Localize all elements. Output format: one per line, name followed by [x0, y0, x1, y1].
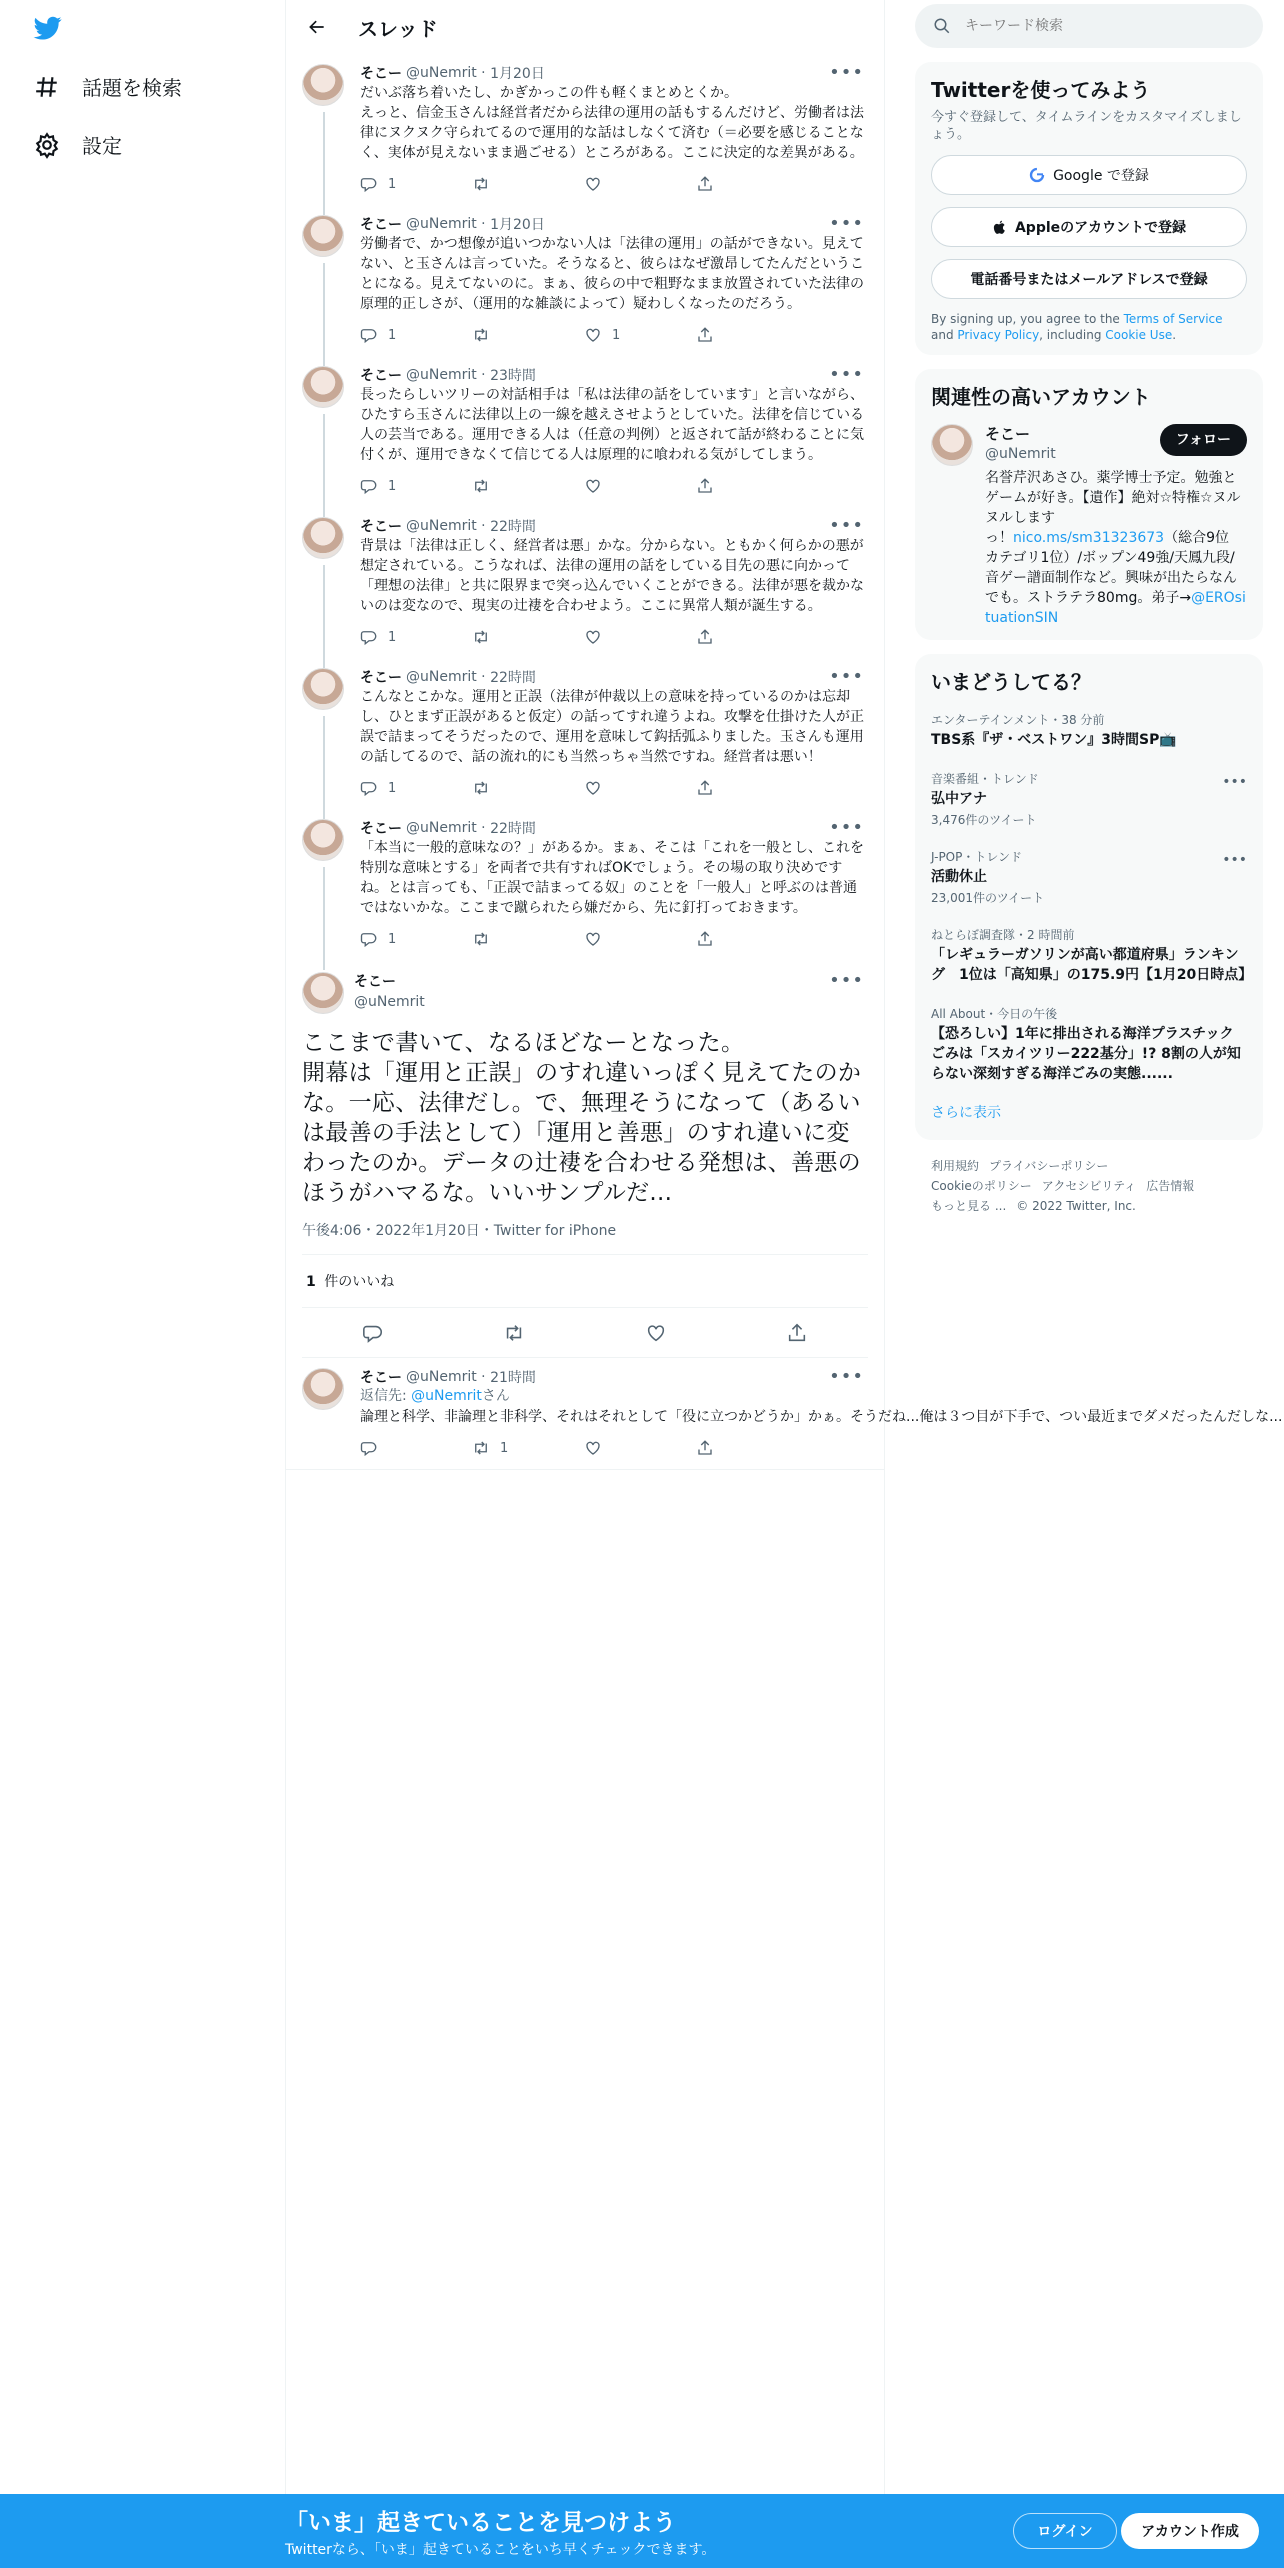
reply-prefix: 返信先: — [360, 1388, 412, 1404]
signup-button[interactable]: アカウント作成 — [1121, 2513, 1259, 2549]
reply-action[interactable] — [360, 628, 472, 646]
reply-suffix: さん — [481, 1388, 510, 1404]
likes-summary[interactable] — [302, 1255, 868, 1308]
author-name[interactable]: そこー — [360, 821, 402, 837]
signup-card — [915, 62, 1263, 355]
share-icon — [696, 628, 714, 646]
apple-signup-button[interactable] — [931, 207, 1247, 247]
login-button[interactable]: ログイン — [1013, 2513, 1117, 2549]
trend-item[interactable] — [931, 838, 1247, 916]
reply-count: 1 — [388, 780, 397, 796]
retweet-action[interactable] — [472, 930, 584, 948]
thread-tweet[interactable] — [286, 507, 884, 658]
trends-card — [915, 654, 1263, 1140]
reply-icon — [360, 1439, 378, 1457]
avatar[interactable] — [302, 366, 344, 408]
google-signup-label: Google で登録 — [1053, 168, 1149, 184]
reply-tweet[interactable] — [286, 1358, 1283, 1470]
signup-card-title: Twitterを使ってみよう — [931, 78, 1151, 102]
share-icon — [696, 326, 714, 344]
author-handle[interactable]: @uNemrit — [354, 994, 425, 1010]
retweet-action[interactable] — [472, 1439, 584, 1457]
reply-icon — [360, 930, 378, 948]
share-icon — [696, 1439, 714, 1457]
retweet-icon — [472, 930, 490, 948]
tweet-text: 「本当に一般的意味なの？」があるか。まぁ、そこは「これを一般とし、これを特別な意味とする」を両者で共有すればOKでしょう。その場の取り決めですね。とは言っても、「正誤で詰まってる奴」のことを「一般人」と呼ぶのは普通ではないかな。ここまで蹴られたら嫌だから、先に釘打っておきます。 — [360, 840, 864, 916]
retweet-icon — [472, 628, 490, 646]
reply-count: 1 — [388, 931, 397, 947]
trend-title: 「レギュラーガソリンが高い都道府県」ランキング 1位は「高知県」の175.9円【1月20日時点】 — [931, 947, 1253, 983]
nav-settings[interactable] — [34, 130, 122, 159]
heart-icon — [584, 175, 602, 193]
tweet-meta — [360, 517, 868, 535]
retweet-count: 1 — [500, 1440, 509, 1456]
google-signup-button[interactable] — [931, 155, 1247, 195]
retweet-icon — [472, 477, 490, 495]
author-handle[interactable]: @uNemrit — [406, 216, 477, 232]
meta-separator: · — [476, 216, 491, 232]
trend-title: 活動休止 — [931, 869, 987, 885]
trend-category: ねとらぼ調査隊・2 時間前 — [931, 928, 1075, 942]
tweet-actions — [360, 767, 868, 809]
related-handle[interactable]: @uNemrit — [985, 446, 1056, 462]
footer-link[interactable]: © 2022 Twitter, Inc. — [1016, 1199, 1136, 1213]
like-action[interactable] — [584, 326, 696, 344]
retweet-action[interactable] — [472, 779, 584, 797]
heart-icon — [584, 779, 602, 797]
footer-link[interactable]: 利用規約 — [931, 1159, 980, 1173]
trend-title: TBS系『ザ・ベストワン』3時間SP📺 — [931, 732, 1177, 748]
right-sidebar — [915, 0, 1263, 1216]
search-box[interactable] — [915, 4, 1263, 48]
signup-banner — [0, 2494, 1284, 2568]
trend-category: 音楽番組・トレンド — [931, 772, 1039, 786]
tweet-time[interactable]: 22時間 — [490, 821, 536, 837]
retweet-icon — [472, 779, 490, 797]
avatar[interactable] — [302, 668, 344, 710]
share-action[interactable] — [696, 326, 808, 344]
author-name[interactable]: そこー — [360, 217, 402, 233]
tweet-meta — [360, 64, 868, 82]
share-action[interactable] — [696, 477, 808, 495]
meta-separator: · — [476, 518, 491, 534]
footer-links — [915, 1156, 1263, 1216]
reply-icon — [360, 477, 378, 495]
share-icon[interactable] — [786, 1322, 808, 1344]
bio-mention-link[interactable]: @EROsituationSIN — [985, 590, 1246, 626]
likes-label: 件のいいね — [324, 1274, 395, 1290]
meta-separator: · — [476, 367, 491, 383]
like-action[interactable] — [584, 175, 696, 193]
like-action[interactable] — [584, 930, 696, 948]
more-options-icon[interactable]: ••• — [829, 515, 864, 536]
terms-link[interactable]: Terms of Service — [1123, 312, 1223, 326]
thread-connector — [323, 565, 325, 668]
author-name[interactable]: そこー — [360, 519, 402, 535]
reply-action[interactable] — [360, 326, 472, 344]
tweet-meta — [360, 215, 868, 233]
gear-icon — [34, 132, 60, 158]
trend-item[interactable] — [931, 701, 1247, 760]
tweet-actions — [360, 314, 868, 356]
heart-icon[interactable] — [645, 1322, 667, 1344]
tweet-actions — [360, 1427, 868, 1469]
terms-text: By signing up, you agree to the — [931, 312, 1124, 326]
trend-category: All About・今日の午後 — [931, 1007, 1058, 1021]
nav-settings-label: 設定 — [82, 134, 122, 158]
tweet-time[interactable]: 1月20日 — [490, 217, 545, 233]
tweet-actions — [360, 163, 868, 205]
thread-tweet[interactable] — [286, 54, 884, 205]
author-handle[interactable]: @uNemrit — [406, 65, 477, 81]
thread-header — [286, 0, 884, 54]
focused-tweet — [286, 960, 884, 1358]
back-button[interactable] — [302, 12, 332, 42]
tweet-actions — [360, 616, 868, 658]
trend-category: エンターテインメント・38 分前 — [931, 713, 1105, 727]
more-options-icon[interactable]: ••• — [829, 817, 864, 838]
trend-count: 3,476件のツイート — [931, 813, 1037, 827]
tweet-actions — [360, 465, 868, 507]
more-options-icon[interactable]: ••• — [829, 970, 864, 991]
more-options-icon[interactable]: ••• — [829, 364, 864, 385]
terms-text: , including — [1039, 328, 1106, 342]
thread-connector — [323, 867, 325, 970]
related-bio — [985, 468, 1247, 628]
cookie-link[interactable]: Cookie Use — [1105, 328, 1173, 342]
reply-action[interactable] — [360, 175, 472, 193]
more-options-icon[interactable]: ••• — [1222, 774, 1247, 790]
apple-icon — [992, 219, 1007, 235]
page-title: スレッド — [358, 16, 438, 41]
phone-signup-label: 電話番号またはメールアドレスで登録 — [970, 272, 1208, 288]
share-icon — [696, 175, 714, 193]
focused-tweet-actions — [302, 1308, 868, 1358]
retweet-action[interactable] — [472, 628, 584, 646]
trend-item[interactable] — [931, 916, 1253, 995]
meta-separator: · — [476, 820, 491, 836]
google-icon — [1029, 167, 1045, 183]
like-action[interactable] — [584, 628, 696, 646]
related-account-info — [985, 424, 1247, 628]
like-action[interactable] — [584, 779, 696, 797]
trend-title: 【恐ろしい】1年に排出される海洋プラスチックごみは「スカイツリー222基分」!? 8割の人が知らない深刻すぎる海洋ごみの実態...... — [931, 1026, 1241, 1082]
reply-action[interactable] — [360, 477, 472, 495]
author-name[interactable]: そこー — [360, 1370, 402, 1386]
thread-tweet[interactable] — [286, 809, 884, 960]
retweet-action[interactable] — [472, 477, 584, 495]
banner-title: 「いま」起きていることを見つけよう — [285, 2510, 676, 2536]
tweet-timestamp[interactable]: 午後4:06・2022年1月20日・Twitter for iPhone — [302, 1220, 868, 1255]
signup-card-subtitle: 今すぐ登録して、タイムラインをカスタマイズしましょう。 — [931, 110, 1242, 142]
related-name[interactable]: そこー — [985, 425, 1031, 443]
trends-title: いまどうしてる？ — [931, 670, 1091, 694]
nav-explore[interactable] — [34, 72, 182, 101]
heart-icon — [584, 1439, 602, 1457]
footer-link[interactable]: 広告情報 — [1146, 1179, 1195, 1193]
trend-item[interactable] — [931, 760, 1247, 838]
privacy-link[interactable]: Privacy Policy — [957, 328, 1040, 342]
tweet-text: 背景は「法律は正しく、経営者は悪」かな。分からない。ともかく何らかの悪が想定されている。こうなれば、法律の運用の話をしている目先の悪に向かって「理想の法律」と共に限界まで突っ込んでいくことができる。法律が悪を裁かないのは変なので、現実の辻褄を合わせよう。ここに異常人類が誕生する。 — [360, 538, 864, 614]
reply-icon — [360, 628, 378, 646]
heart-icon — [584, 326, 602, 344]
author-handle[interactable]: @uNemrit — [406, 518, 477, 534]
share-action[interactable] — [696, 175, 808, 193]
author-name[interactable]: そこー — [360, 66, 402, 82]
heart-icon — [584, 477, 602, 495]
tweet-text: 労働者で、かつ想像が追いつかない人は「法律の運用」の話ができない。見えてない、と玉さんは言っていた。そうなると、彼らはなぜ激昂してたんだということになる。見えてないのに。まぁ、彼らの中で粗野なまま放置されていた法律の原理的正しさが、（運用的な雑談によって）疑わしくなったのだろう。 — [360, 236, 864, 312]
phone-signup-button[interactable] — [931, 259, 1247, 299]
apple-signup-label: Appleのアカウントで登録 — [1014, 220, 1187, 236]
trend-title: 弘中アナ — [931, 791, 987, 807]
left-navigation — [0, 0, 285, 2568]
tweet-text: だいぶ落ち着いたし、かぎかっこの件も軽くまとめとくか。 えっと、信金玉さんは経営者だから法律の運用の話もするんだけど、労働者は法律にヌクヌク守られてるので運用的な話はしなくて済む（＝必要を感じることなく、実体が見えないまま過ごせる）ところがある。ここに決定的な差異がある。 — [360, 85, 864, 161]
tweet-time[interactable]: 1月20日 — [490, 66, 545, 82]
tweet-time[interactable]: 22時間 — [490, 519, 536, 535]
terms-text: and — [931, 328, 958, 342]
reply-action[interactable] — [360, 1439, 472, 1457]
twitter-logo-icon[interactable] — [32, 14, 64, 42]
author-name[interactable]: そこー — [360, 670, 402, 686]
tweet-time[interactable]: 22時間 — [490, 670, 536, 686]
focused-tweet-text: ここまで書いて、なるほどなーとなった。 開幕は「運用と正誤」のすれ違いっぽく見えてたのかな。一応、法律だし。で、無理そうになって（あるいは最善の手法として）「運用と善悪」のすれ違いに変わったのか。データの辻褄を合わせる発想は、善悪のほうがハマるな。いいサンプルだ... — [302, 1030, 862, 1206]
search-icon — [933, 17, 951, 35]
banner-text — [285, 2504, 715, 2559]
footer-link[interactable]: プライバシーポリシー — [989, 1159, 1109, 1173]
trend-item[interactable] — [931, 995, 1247, 1094]
avatar[interactable] — [931, 424, 973, 466]
reply-handle-link[interactable]: @uNemrit — [411, 1388, 482, 1404]
retweet-icon — [472, 175, 490, 193]
follow-button[interactable]: フォロー — [1160, 424, 1247, 456]
hashtag-icon — [34, 74, 60, 100]
tweet-actions — [360, 918, 868, 960]
meta-separator: · — [476, 1369, 491, 1385]
trend-list — [931, 701, 1253, 1094]
author-handle[interactable]: @uNemrit — [406, 1369, 477, 1385]
author-name[interactable]: そこー — [354, 974, 396, 990]
share-action[interactable] — [696, 628, 808, 646]
thread-connector — [323, 414, 325, 517]
share-action[interactable] — [696, 1439, 808, 1457]
tweet-meta — [360, 819, 868, 837]
related-title: 関連性の高いアカウント — [931, 385, 1151, 409]
meta-separator: · — [476, 669, 491, 685]
more-options-icon[interactable]: ••• — [829, 666, 864, 687]
trend-category: J-POP・トレンド — [931, 850, 1023, 864]
avatar[interactable] — [302, 64, 344, 106]
meta-separator: · — [476, 65, 491, 81]
retweet-icon — [472, 1439, 490, 1457]
share-icon — [696, 779, 714, 797]
nav-explore-label: 話題を検索 — [82, 76, 182, 100]
author-handle[interactable]: @uNemrit — [406, 669, 477, 685]
bio-link[interactable]: nico.ms/sm31323673 — [1013, 530, 1165, 546]
thread-tweet[interactable] — [286, 205, 884, 356]
share-icon — [696, 477, 714, 495]
like-action[interactable] — [584, 477, 696, 495]
retweet-action[interactable] — [472, 326, 584, 344]
author-handle[interactable]: @uNemrit — [406, 367, 477, 383]
share-action[interactable] — [696, 779, 808, 797]
related-accounts-card — [915, 369, 1263, 640]
tweet-meta — [360, 366, 868, 384]
related-account[interactable] — [931, 424, 1247, 628]
bio-text: 名誉芹沢あさひ。薬学博士予定。勉強とゲームが好き。【遺作】絶対☆特権☆ヌルヌルします っ！ — [985, 470, 1241, 546]
tweet-time[interactable]: 21時間 — [490, 1370, 536, 1386]
thread-connector — [323, 263, 325, 366]
reply-count: 1 — [388, 478, 397, 494]
tweet-meta — [360, 1368, 868, 1386]
thread-tweet[interactable] — [286, 658, 884, 809]
likes-count: 1 — [306, 1274, 316, 1290]
reply-count: 1 — [388, 629, 397, 645]
reply-count: 1 — [388, 176, 397, 192]
avatar[interactable] — [302, 819, 344, 861]
footer-link[interactable]: Cookieのポリシー — [931, 1179, 1032, 1193]
reply-action[interactable] — [360, 779, 472, 797]
reply-icon — [360, 326, 378, 344]
avatar[interactable] — [302, 215, 344, 257]
signup-terms — [931, 311, 1247, 343]
footer-link[interactable]: アクセシビリティ — [1041, 1179, 1137, 1193]
reply-to-line — [360, 1386, 868, 1406]
reply-icon[interactable] — [362, 1322, 384, 1344]
reply-icon — [360, 779, 378, 797]
retweet-action[interactable] — [472, 175, 584, 193]
banner-subtitle: Twitterなら、「いま」起きていることをいち早くチェックできます。 — [285, 2542, 716, 2558]
share-action[interactable] — [696, 930, 808, 948]
like-action[interactable] — [584, 1439, 696, 1457]
trend-count: 23,001件のツイート — [931, 891, 1045, 905]
like-count: 1 — [612, 327, 621, 343]
author-info — [354, 972, 425, 1012]
more-options-icon[interactable]: ••• — [829, 1366, 864, 1387]
avatar[interactable] — [302, 517, 344, 559]
tweet-text: こんなとこかな。運用と正誤（法律が仲裁以上の意味を持っているのかは忘却し、ひとまず正誤があると仮定）の話ってすれ違うよね。攻撃を仕掛けた人が正誤で詰まってそうだったので、運用を意味して鈎括弧ふりました。玉さんも運用の話してるので、話の流れ的にも当然っちゃ当然ですね。経営者は悪い！ — [360, 689, 864, 765]
show-more-link[interactable]: さらに表示 — [931, 1105, 1001, 1121]
focused-tweet-header — [302, 972, 868, 1014]
retweet-icon — [472, 326, 490, 344]
reply-count: 1 — [388, 327, 397, 343]
avatar[interactable] — [302, 972, 344, 1014]
heart-icon — [584, 930, 602, 948]
search-input[interactable] — [965, 18, 1215, 34]
thread-list — [286, 54, 884, 960]
bio-text: （総合9位 カテゴリ1位）/ボップン49強/天鳳九段/音ゲー譜面制作など。興味が出たらなんでも。ストラテラ80mg。弟子→ — [985, 530, 1237, 606]
footer-link[interactable]: もっと見る ... — [931, 1199, 1007, 1213]
avatar[interactable] — [302, 1368, 344, 1410]
author-handle[interactable]: @uNemrit — [406, 820, 477, 836]
thread-connector — [323, 112, 325, 215]
author-name[interactable]: そこー — [360, 368, 402, 384]
tweet-text: 長ったらしいツリーの対話相手は「私は法律の話をしています」と言いながら、ひたすら玉さんに法律以上の一線を越えさせようとしていた。法律を信じている人の芸当である。運用できる人は（任意の判例）と返されて話が終わることに気付くが、運用できなくて信じてる人は原理的に喰われる気がしてしまう。 — [360, 387, 864, 463]
share-icon — [696, 930, 714, 948]
heart-icon — [584, 628, 602, 646]
tweet-meta — [360, 668, 868, 686]
reply-icon — [360, 175, 378, 193]
terms-text: . — [1172, 328, 1177, 342]
more-options-icon[interactable]: ••• — [829, 213, 864, 234]
retweet-icon[interactable] — [503, 1322, 525, 1344]
more-options-icon[interactable]: ••• — [829, 62, 864, 83]
tweet-text: 論理と科学、非論理と非科学、それはそれとして「役に立つかどうか」かぁ。そうだね...俺は３つ目が下手で、つい最近までダメだったんだしな... — [360, 1409, 1283, 1425]
tweet-time[interactable]: 23時間 — [490, 368, 536, 384]
thread-connector — [323, 716, 325, 819]
arrow-left-icon — [307, 17, 327, 37]
more-options-icon[interactable]: ••• — [1222, 852, 1247, 868]
thread-tweet[interactable] — [286, 356, 884, 507]
reply-action[interactable] — [360, 930, 472, 948]
